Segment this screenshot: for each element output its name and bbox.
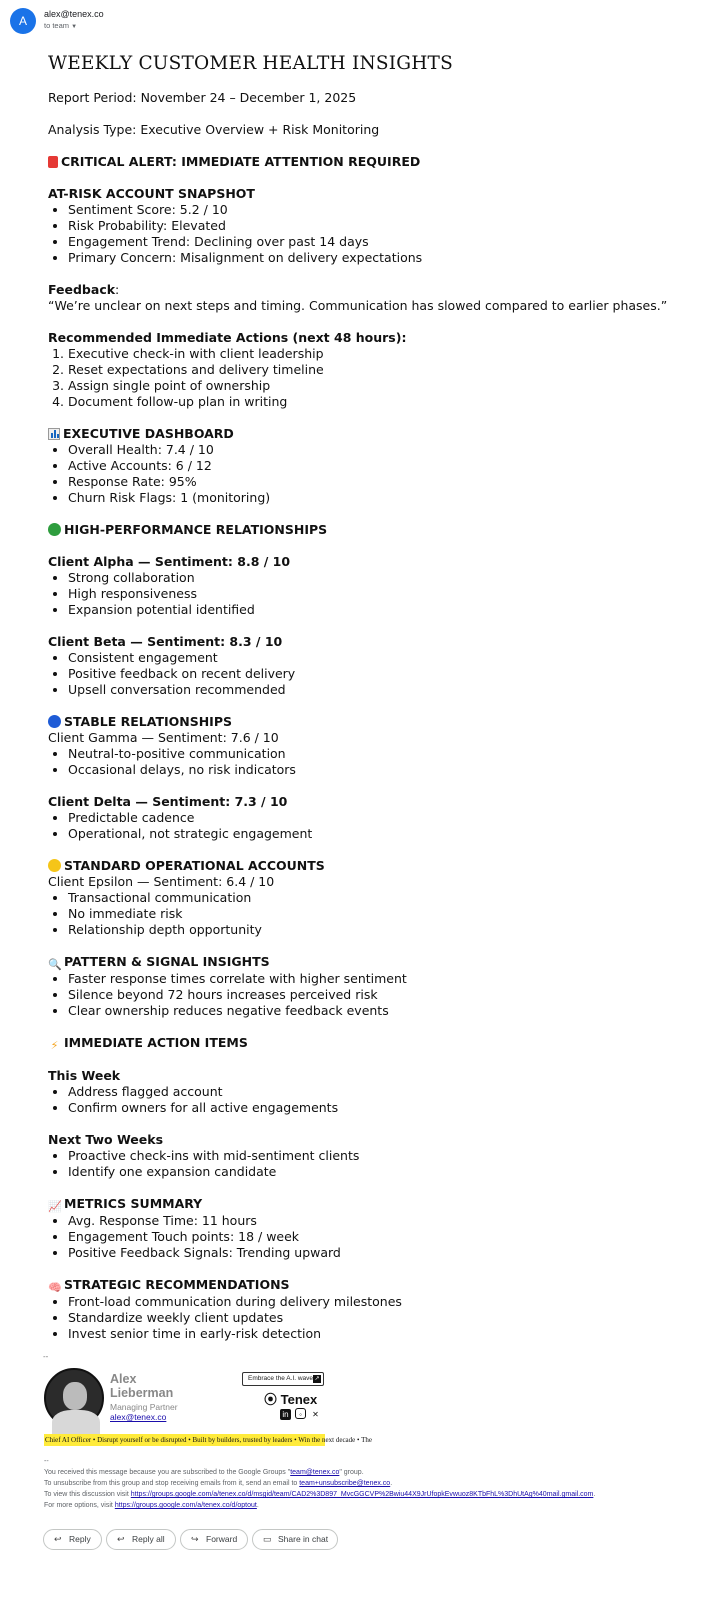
unsubscribe-link[interactable]: team+unsubscribe@tenex.co <box>299 1480 391 1487</box>
signature-name: Alex Lieberman <box>110 1372 174 1400</box>
blue-circle-icon <box>48 715 61 728</box>
footer-line-subscribed: You received this message because you are subscribed to the Google Groups "team@tenex.co" group. <box>44 1469 364 1476</box>
recipient-toggle[interactable] <box>44 21 77 30</box>
signature-separator: -- <box>43 1352 49 1361</box>
reply-button[interactable]: ↩ Reply <box>43 1529 102 1550</box>
snapshot-list <box>48 202 688 266</box>
list-item: • Clear ownership reduces negative feedback events <box>68 1003 688 1019</box>
client-epsilon-list <box>48 890 688 938</box>
standard-heading: STANDARD OPERATIONAL ACCOUNTS <box>48 858 688 874</box>
list-item: • Overall Health: 7.4 / 10 <box>68 442 688 458</box>
list-item: • Occasional delays, no risk indicators <box>68 762 688 778</box>
chat-icon: ▭ <box>263 1534 272 1544</box>
tenex-logo[interactable]: ⦿ Tenex <box>264 1392 318 1407</box>
pattern-heading: 🔍 PATTERN & SIGNAL INSIGHTS <box>48 954 270 971</box>
list-item: • Avg. Response Time: 11 hours <box>68 1213 688 1229</box>
client-alpha-list <box>48 570 688 618</box>
footer-line-unsubscribe: To unsubscribe from this group and stop receiving emails from it, send an email to team+unsubscribe@tenex.co. <box>44 1480 393 1487</box>
embrace-ai-button[interactable]: Embrace the A.I. wave ↗ <box>242 1372 324 1386</box>
arrow-icon: ↗ <box>314 1376 320 1382</box>
dashboard-heading: EXECUTIVE DASHBOARD <box>48 426 688 442</box>
list-item: • Primary Concern: Misalignment on delivery expectations <box>68 250 688 266</box>
yellow-circle-icon <box>48 859 61 872</box>
list-item: • Invest senior time in early-risk detection <box>68 1326 688 1342</box>
footer-line-options: For more options, visit https://groups.google.com/a/tenex.co/d/optout. <box>44 1502 259 1509</box>
list-item: • Sentiment Score: 5.2 / 10 <box>68 202 688 218</box>
list-item: • Predictable cadence <box>68 810 688 826</box>
list-item: • Address flagged account <box>68 1084 688 1100</box>
report-period: Report Period: November 24 – December 1, 2025 <box>48 90 357 105</box>
this-week-heading: This Week <box>48 1068 121 1083</box>
share-in-chat-button[interactable]: ▭ Share in chat <box>252 1529 338 1550</box>
instagram-icon[interactable]: ◦ <box>295 1408 306 1419</box>
recipient-label: to team <box>44 21 70 30</box>
client-beta-list <box>48 650 688 698</box>
strategic-heading: 🧠 STRATEGIC RECOMMENDATIONS <box>48 1277 290 1294</box>
dashboard-list <box>48 442 688 506</box>
list-item: • Response Rate: 95% <box>68 474 688 490</box>
list-item: 1. Executive check-in with client leadership <box>68 346 688 362</box>
list-item: • Relationship depth opportunity <box>68 922 688 938</box>
footer-separator: -- <box>44 1458 49 1465</box>
list-item: • Churn Risk Flags: 1 (monitoring) <box>68 490 688 506</box>
list-item: • High responsiveness <box>68 586 688 602</box>
reply-all-icon: ↩ <box>117 1534 125 1544</box>
client-delta-heading: Client Delta — Sentiment: 7.3 / 10 <box>48 794 288 809</box>
siren-icon <box>48 156 58 168</box>
list-item: • Consistent engagement <box>68 650 688 666</box>
optout-link[interactable]: https://groups.google.com/a/tenex.co/d/optout <box>114 1502 257 1509</box>
sender-email[interactable]: alex@tenex.co <box>44 9 104 19</box>
green-circle-icon <box>48 523 61 536</box>
email-signature <box>44 1368 334 1434</box>
this-week-list <box>48 1084 688 1116</box>
snapshot-heading: AT-RISK ACCOUNT SNAPSHOT <box>48 186 255 201</box>
list-item: • Neutral-to-positive communication <box>68 746 688 762</box>
bar-chart-icon <box>48 428 60 440</box>
discussion-link[interactable]: https://groups.google.com/a/tenex.co/d/msgid/team/CAD2%3D897_MvcGGCVP%2Bwiu44X9JrUfopkEvwuoz8KTbFhL%3DhUtAg%40mail.gmail.com <box>130 1491 594 1498</box>
high-performance-heading: HIGH-PERFORMANCE RELATIONSHIPS <box>48 522 688 538</box>
client-alpha-heading: Client Alpha — Sentiment: 8.8 / 10 <box>48 554 291 569</box>
immediate-heading: ⚡ IMMEDIATE ACTION ITEMS <box>48 1035 688 1052</box>
footer-line-discussion: To view this discussion visit https://groups.google.com/a/tenex.co/d/msgid/team/CAD2%3D897_MvcGGCVP%2Bwiu44X9JrUfopkEvwuoz8KTbFhL%3DhUtAg%40mail.gmail.com. <box>44 1491 596 1498</box>
list-item: • Risk Probability: Elevated <box>68 218 688 234</box>
message-header <box>10 8 610 34</box>
magnifier-icon: 🔍 <box>48 958 62 971</box>
signature-email-link[interactable]: alex@tenex.co <box>110 1412 167 1422</box>
brain-icon: 🧠 <box>48 1281 62 1294</box>
list-item: • Front-load communication during delivery milestones <box>68 1294 688 1310</box>
trend-chart-icon: 📈 <box>48 1200 62 1213</box>
critical-alert-heading: CRITICAL ALERT: IMMEDIATE ATTENTION REQUIRED <box>48 154 688 170</box>
chevron-down-icon: ▼ <box>71 24 78 30</box>
group-footer <box>44 1456 694 1511</box>
list-item: • Silence beyond 72 hours increases perceived risk <box>68 987 688 1003</box>
list-item: • Active Accounts: 6 / 12 <box>68 458 688 474</box>
metrics-heading: 📈 METRICS SUMMARY <box>48 1196 203 1213</box>
x-icon[interactable]: ✕ <box>312 1410 319 1419</box>
signature-role: Managing Partner <box>110 1402 178 1412</box>
stable-heading: STABLE RELATIONSHIPS <box>48 714 688 730</box>
feedback-heading: Feedback: <box>48 282 120 297</box>
list-item: 2. Reset expectations and delivery timeline <box>68 362 688 378</box>
list-item: • Positive feedback on recent delivery <box>68 666 688 682</box>
list-item: • Standardize weekly client updates <box>68 1310 688 1326</box>
list-item: • No immediate risk <box>68 906 688 922</box>
client-gamma-list <box>48 746 688 778</box>
list-item: • Identify one expansion candidate <box>68 1164 688 1180</box>
list-item: • Engagement Trend: Declining over past 14 days <box>68 234 688 250</box>
feedback-quote: “We’re unclear on next steps and timing. Communication has slowed compared to earlier phases.” <box>48 298 668 313</box>
forward-button[interactable]: ↪ Forward <box>180 1529 248 1550</box>
list-item: 3. Assign single point of ownership <box>68 378 688 394</box>
client-gamma-heading: Client Gamma — Sentiment: 7.6 / 10 <box>48 730 279 745</box>
list-item: • Transactional communication <box>68 890 688 906</box>
next-two-weeks-heading: Next Two Weeks <box>48 1132 164 1147</box>
actions-list <box>48 346 688 410</box>
pattern-list <box>48 971 688 1019</box>
actions-heading: Recommended Immediate Actions (next 48 hours): <box>48 330 407 345</box>
list-item: • Proactive check-ins with mid-sentiment clients <box>68 1148 688 1164</box>
signature-tagline: Chief AI Officer • Disrupt yourself or be disrupted • Built by builders, trusted by leaders • Win the next decade • The <box>45 1436 372 1444</box>
signature-photo <box>44 1368 104 1428</box>
group-email-link[interactable]: team@tenex.co <box>290 1469 340 1476</box>
client-epsilon-heading: Client Epsilon — Sentiment: 6.4 / 10 <box>48 874 275 889</box>
list-item: 4. Document follow-up plan in writing <box>68 394 688 410</box>
strategic-list <box>48 1294 688 1342</box>
list-item: • Engagement Touch points: 18 / week <box>68 1229 688 1245</box>
list-item: • Faster response times correlate with higher sentiment <box>68 971 688 987</box>
social-links <box>280 1408 325 1420</box>
list-item: • Upsell conversation recommended <box>68 682 688 698</box>
metrics-list <box>48 1213 688 1261</box>
list-item: • Confirm owners for all active engagements <box>68 1100 688 1116</box>
message-body <box>48 52 688 1342</box>
lightning-icon: ⚡ <box>50 1039 59 1052</box>
report-title: WEEKLY CUSTOMER HEALTH INSIGHTS <box>48 53 453 74</box>
linkedin-icon[interactable]: in <box>280 1409 291 1420</box>
client-delta-list <box>48 810 688 842</box>
list-item: • Strong collaboration <box>68 570 688 586</box>
reply-all-button[interactable]: ↩ Reply all <box>106 1529 176 1550</box>
list-item: • Positive Feedback Signals: Trending upward <box>68 1245 688 1261</box>
analysis-type: Analysis Type: Executive Overview + Risk Monitoring <box>48 122 380 137</box>
list-item: • Expansion potential identified <box>68 602 688 618</box>
reply-icon: ↩ <box>54 1534 62 1544</box>
list-item: • Operational, not strategic engagement <box>68 826 688 842</box>
next-two-weeks-list <box>48 1148 688 1180</box>
sender-avatar[interactable]: A <box>10 8 36 34</box>
forward-icon: ↪ <box>191 1534 199 1544</box>
client-beta-heading: Client Beta — Sentiment: 8.3 / 10 <box>48 634 283 649</box>
